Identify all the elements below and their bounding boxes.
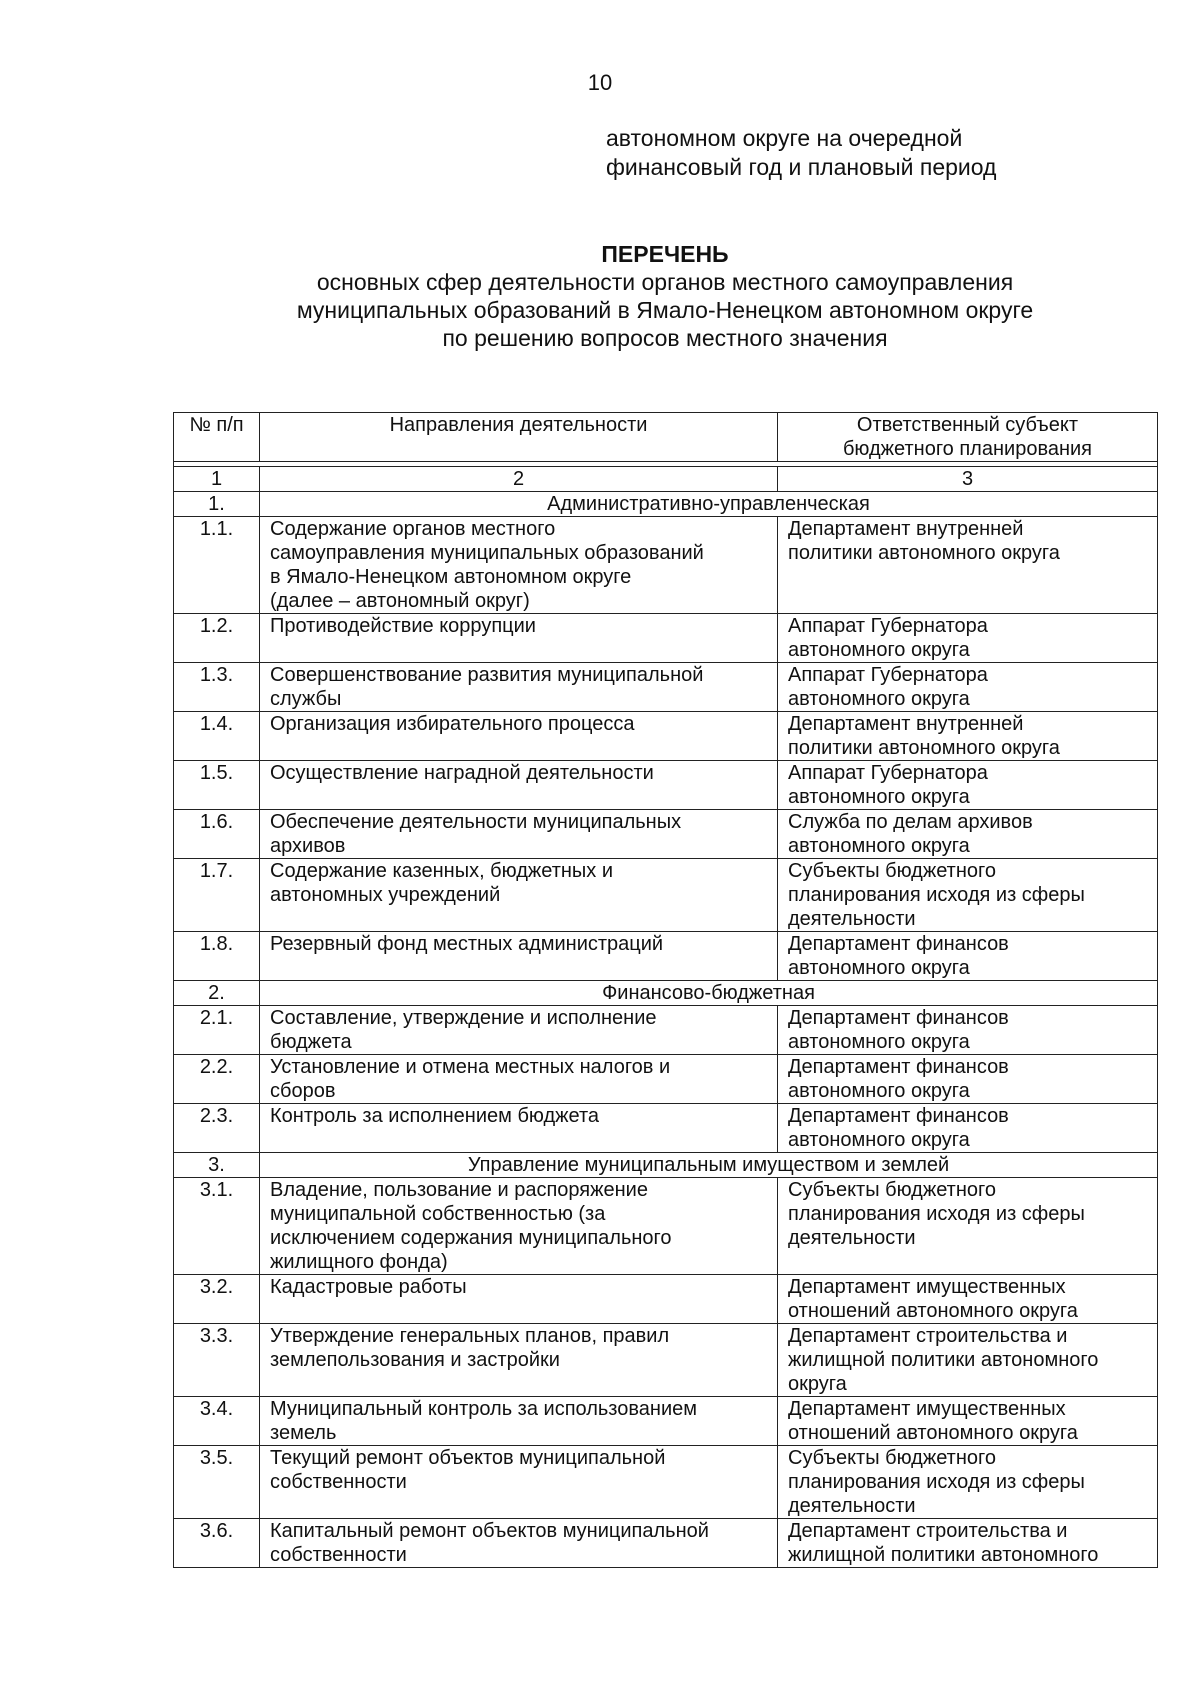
row-number: 3.5.	[174, 1446, 260, 1519]
responsible-line: Департамент имущественных	[788, 1398, 1066, 1420]
responsible-line: деятельности	[788, 1227, 916, 1249]
table-row	[174, 1324, 1158, 1397]
row-number: 3.2.	[174, 1275, 260, 1324]
direction-cell	[260, 859, 778, 932]
title-main: ПЕРЕЧЕНЬ	[601, 241, 729, 267]
responsible-line: Служба по делам архивов	[788, 811, 1033, 833]
header-direction: Направления деятельности	[260, 413, 778, 462]
title-line: по решению вопросов местного значения	[442, 325, 888, 351]
title-line: основных сфер деятельности органов местного самоуправления	[316, 269, 1014, 295]
row-number: 1.8.	[174, 932, 260, 981]
responsible-line: Субъекты бюджетного	[788, 1447, 996, 1469]
responsible-line: деятельности	[788, 1495, 916, 1517]
responsible-line: жилищной политики автономного	[788, 1544, 1099, 1566]
responsible-line: автономного округа	[788, 1129, 970, 1151]
direction-line: Составление, утверждение и исполнение	[270, 1007, 657, 1029]
direction-line: собственности	[270, 1471, 407, 1493]
direction-cell	[260, 1006, 778, 1055]
direction-line: жилищного фонда)	[270, 1251, 448, 1273]
responsible-line: автономного округа	[788, 1031, 970, 1053]
table-body	[174, 413, 1158, 1568]
direction-line: Муниципальный контроль за использованием	[270, 1398, 697, 1420]
header-line: автономном округе на очередной	[606, 125, 963, 151]
row-number: 3.4.	[174, 1397, 260, 1446]
responsible-cell	[778, 932, 1158, 981]
responsible-cell	[778, 1519, 1158, 1568]
direction-cell	[260, 932, 778, 981]
responsible-line: округа	[788, 1373, 847, 1395]
responsible-line: Департамент внутренней	[788, 713, 1024, 735]
row-number: 2.1.	[174, 1006, 260, 1055]
direction-line: Обеспечение деятельности муниципальных	[270, 811, 682, 833]
table-row	[174, 1104, 1158, 1153]
direction-line: Капитальный ремонт объектов муниципальной	[270, 1520, 709, 1542]
row-number: 1.7.	[174, 859, 260, 932]
row-number: 1.3.	[174, 663, 260, 712]
direction-cell	[260, 1519, 778, 1568]
direction-cell	[260, 761, 778, 810]
header-num: № п/п	[174, 413, 260, 462]
responsible-cell	[778, 859, 1158, 932]
responsible-cell	[778, 1446, 1158, 1519]
direction-line: автономных учреждений	[270, 884, 501, 906]
direction-cell	[260, 1324, 778, 1397]
row-number: 3.3.	[174, 1324, 260, 1397]
direction-line: землепользования и застройки	[270, 1349, 560, 1371]
table-row	[174, 1519, 1158, 1568]
row-number: 1.1.	[174, 517, 260, 614]
section-title: Управление муниципальным имуществом и землей	[260, 1153, 1158, 1178]
direction-line: собственности	[270, 1544, 407, 1566]
responsible-line: Аппарат Губернатора	[788, 664, 988, 686]
table-row	[174, 932, 1158, 981]
responsible-line: планирования исходя из сферы	[788, 1471, 1085, 1493]
row-number: 2.2.	[174, 1055, 260, 1104]
activity-table	[173, 412, 1158, 1568]
header-responsible-line: Ответственный субъект	[856, 414, 1079, 436]
section-row	[174, 1153, 1158, 1178]
section-row	[174, 492, 1158, 517]
responsible-line: отношений автономного округа	[788, 1300, 1078, 1322]
responsible-line: отношений автономного округа	[788, 1422, 1078, 1444]
responsible-cell	[778, 663, 1158, 712]
header-responsible-line: бюджетного планирования	[842, 438, 1093, 460]
responsible-line: Аппарат Губернатора	[788, 615, 988, 637]
table-row	[174, 614, 1158, 663]
column-index: 1	[174, 467, 260, 492]
table-row	[174, 1397, 1158, 1446]
responsible-cell	[778, 1055, 1158, 1104]
direction-cell	[260, 1397, 778, 1446]
table-row	[174, 1178, 1158, 1275]
page-number: 10	[587, 70, 613, 95]
responsible-cell	[778, 761, 1158, 810]
direction-line: Осуществление наградной деятельности	[270, 762, 654, 784]
direction-cell	[260, 517, 778, 614]
responsible-line: планирования исходя из сферы	[788, 1203, 1085, 1225]
responsible-line: политики автономного округа	[788, 542, 1060, 564]
section-title: Административно-управленческая	[260, 492, 1158, 517]
direction-cell	[260, 1275, 778, 1324]
header-responsible	[778, 413, 1158, 462]
row-number: 1.2.	[174, 614, 260, 663]
responsible-line: Департамент строительства и	[788, 1520, 1068, 1542]
row-number: 1.5.	[174, 761, 260, 810]
direction-line: Владение, пользование и распоряжение	[270, 1179, 648, 1201]
section-number: 3.	[174, 1153, 260, 1178]
responsible-line: автономного округа	[788, 688, 970, 710]
row-number: 2.3.	[174, 1104, 260, 1153]
table-row	[174, 859, 1158, 932]
responsible-cell	[778, 614, 1158, 663]
row-number: 3.6.	[174, 1519, 260, 1568]
section-number: 2.	[174, 981, 260, 1006]
direction-line: бюджета	[270, 1031, 352, 1053]
responsible-cell	[778, 712, 1158, 761]
direction-line: Организация избирательного процесса	[270, 713, 635, 735]
direction-line: Содержание органов местного	[270, 518, 556, 540]
row-number: 1.6.	[174, 810, 260, 859]
table-row	[174, 761, 1158, 810]
responsible-line: Департамент финансов	[788, 1007, 1009, 1029]
section-title: Финансово-бюджетная	[260, 981, 1158, 1006]
direction-line: земель	[270, 1422, 337, 1444]
document-title	[0, 240, 1200, 352]
direction-line: Текущий ремонт объектов муниципальной	[270, 1447, 666, 1469]
direction-line: Противодействие коррупции	[270, 615, 536, 637]
direction-line: муниципальной собственностью (за	[270, 1203, 606, 1225]
direction-line: архивов	[270, 835, 346, 857]
direction-line: Утверждение генеральных планов, правил	[270, 1325, 670, 1347]
direction-cell	[260, 1178, 778, 1275]
direction-line: в Ямало-Ненецком автономном округе	[270, 566, 632, 588]
responsible-line: Департамент финансов	[788, 1105, 1009, 1127]
responsible-cell	[778, 1324, 1158, 1397]
direction-line: Контроль за исполнением бюджета	[270, 1105, 600, 1127]
title-line: муниципальных образований в Ямало-Ненецком автономном округе	[296, 297, 1034, 323]
responsible-cell	[778, 1275, 1158, 1324]
table-row	[174, 712, 1158, 761]
responsible-line: Департамент финансов	[788, 1056, 1009, 1078]
responsible-cell	[778, 1178, 1158, 1275]
table-row	[174, 810, 1158, 859]
header-continuation	[606, 124, 996, 182]
section-number: 1.	[174, 492, 260, 517]
direction-line: службы	[270, 688, 342, 710]
responsible-cell	[778, 1006, 1158, 1055]
direction-line: самоуправления муниципальных образований	[270, 542, 704, 564]
row-number: 1.4.	[174, 712, 260, 761]
responsible-line: политики автономного округа	[788, 737, 1060, 759]
section-row	[174, 981, 1158, 1006]
responsible-line: Департамент имущественных	[788, 1276, 1066, 1298]
table-row	[174, 1275, 1158, 1324]
table-row	[174, 1446, 1158, 1519]
direction-line: Кадастровые работы	[270, 1276, 467, 1298]
responsible-line: Департамент внутренней	[788, 518, 1024, 540]
responsible-cell	[778, 517, 1158, 614]
table-row	[174, 1055, 1158, 1104]
responsible-line: Аппарат Губернатора	[788, 762, 988, 784]
direction-cell	[260, 712, 778, 761]
direction-cell	[260, 1055, 778, 1104]
responsible-line: автономного округа	[788, 786, 970, 808]
direction-cell	[260, 614, 778, 663]
responsible-line: планирования исходя из сферы	[788, 884, 1085, 906]
responsible-cell	[778, 1397, 1158, 1446]
responsible-line: автономного округа	[788, 835, 970, 857]
direction-line: Совершенствование развития муниципальной	[270, 664, 704, 686]
row-number: 3.1.	[174, 1178, 260, 1275]
responsible-line: Департамент строительства и	[788, 1325, 1068, 1347]
column-index: 3	[778, 467, 1158, 492]
direction-cell	[260, 663, 778, 712]
responsible-line: жилищной политики автономного	[788, 1349, 1099, 1371]
table-row	[174, 1006, 1158, 1055]
direction-line: Резервный фонд местных администраций	[270, 933, 664, 955]
column-index-row	[174, 467, 1158, 492]
direction-line: исключением содержания муниципального	[270, 1227, 672, 1249]
responsible-line: Субъекты бюджетного	[788, 860, 996, 882]
responsible-cell	[778, 810, 1158, 859]
direction-line: (далее – автономный округ)	[270, 590, 530, 612]
responsible-line: автономного округа	[788, 1080, 970, 1102]
responsible-line: автономного округа	[788, 639, 970, 661]
direction-line: сборов	[270, 1080, 336, 1102]
direction-cell	[260, 810, 778, 859]
responsible-cell	[778, 1104, 1158, 1153]
header-line: финансовый год и плановый период	[606, 154, 997, 180]
table-row	[174, 663, 1158, 712]
responsible-line: автономного округа	[788, 957, 970, 979]
direction-line: Установление и отмена местных налогов и	[270, 1056, 671, 1078]
column-index: 2	[260, 467, 778, 492]
direction-cell	[260, 1446, 778, 1519]
table-row	[174, 517, 1158, 614]
direction-line: Содержание казенных, бюджетных и	[270, 860, 614, 882]
direction-cell	[260, 1104, 778, 1153]
responsible-line: Субъекты бюджетного	[788, 1179, 996, 1201]
table-header-row	[174, 413, 1158, 462]
responsible-line: деятельности	[788, 908, 916, 930]
responsible-line: Департамент финансов	[788, 933, 1009, 955]
